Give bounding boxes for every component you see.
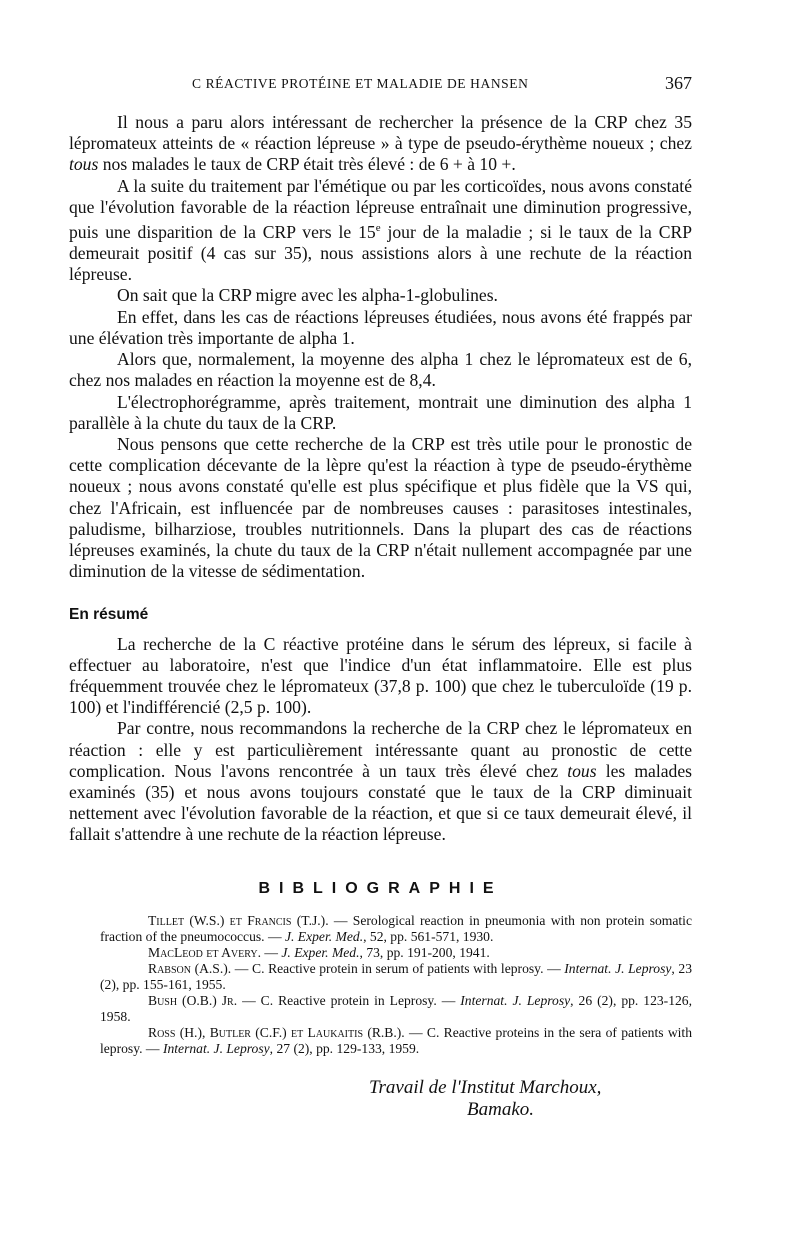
summary-heading: En résumé xyxy=(69,606,149,624)
reference-item: Bush (O.B.) Jr. — C. Reactive protein in Leprosy. — Internat. J. Leprosy, 26 (2), pp. 123-126, 1958. xyxy=(100,992,692,1024)
reference-item: Ross (H.), Butler (C.F.) et Laukaitis (R.B.). — C. Reactive proteins in the sera of patients with leprosy. — Internat. J. Leprosy, 27 (2), pp. 129-133, 1959. xyxy=(100,1024,692,1056)
paragraph-crp-presence: Il nous a paru alors intéressant de rechercher la présence de la CRP chez 35 lépromateux atteints de « réaction lépreuse » à type de pseudo-érythème noueux ; chez tous nos malades le taux de CRP était très élevé : de 6 + à 10 +. xyxy=(69,112,692,175)
reference-list xyxy=(69,913,692,1057)
paragraph-prognosis: Nous pensons que cette recherche de la CRP est très utile pour le pronostic de cette complication décevante de la lèpre qu'est la réaction à type de pseudo-érythème noueux ; nous avons constaté qu'elle est plus spécifique et plus fidèle que la VS qui, chez l'Africain, est influencée par de nombreuses causes : parasitoses intestinales, paludisme, bilharziose, troubles nutritionnels. Dans la plupart des cas de réactions lépreuses examinés, la chute du taux de la CRP n'était nullement accompagnée par une diminution de la vitesse de sédimentation. xyxy=(69,433,692,582)
signature-line-1: Travail de l'Institut Marchoux, xyxy=(369,1076,602,1098)
reference-item: Rabson (A.S.). — C. Reactive protein in serum of patients with leprosy. — Internat. J. Leprosy, 23 (2), pp. 155-161, 1955. xyxy=(100,960,693,992)
paragraph-treatment: A la suite du traitement par l'émétique ou par les corticoïdes, nous avons constaté que l'évolution favorable de la réaction lépreuse entraînait une diminution progressive, puis une disparition de la CRP vers le 15e jour de la maladie ; si le taux de la CRP demeurait positif (4 cas sur 35), nous assistions alors à une rechute de la réaction lépreuse. xyxy=(69,175,692,285)
article-body xyxy=(69,112,692,1121)
reference-item: MacLeod et Avery. — J. Exper. Med., 73, pp. 191-200, 1941. xyxy=(148,944,490,960)
paragraph-electrophoregram: L'électrophorégramme, après traitement, montrait une diminution des alpha 1 parallèle à la chute du taux de la CRP. xyxy=(69,391,692,433)
signature-line-2: Bamako. xyxy=(467,1098,535,1120)
summary-paragraph-2: Par contre, nous recommandons la recherche de la CRP chez le lépromateux en réaction : elle y est particulièrement intéressante quant au pronostic de cette complication. Nous l'avons rencontrée à un taux très élevé chez tous les malades examinés (35) et nous avons toujours constaté que le taux de la CRP diminuait nettement avec l'évolution favorable de la réaction, et que si ce taux demeurait élevé, il fallait s'attendre à une rechute de la réaction lépreuse. xyxy=(69,718,692,845)
paragraph-alpha-elevation: En effet, dans les cas de réactions lépreuses étudiées, nous avons été frappés par une élévation très importante de alpha 1. xyxy=(69,306,692,348)
paragraph-alpha-globulins: On sait que la CRP migre avec les alpha-1-globulines. xyxy=(117,285,498,306)
page-number: 367 xyxy=(665,73,692,93)
reference-item: Tillet (W.S.) et Francis (T.J.). — Serological reaction in pneumonia with non protein somatic fraction of the pneumococcus. — J. Exper. Med., 52, pp. 561-571, 1930. xyxy=(100,912,692,944)
running-title: C RÉACTIVE PROTÉINE ET MALADIE DE HANSEN xyxy=(192,76,529,91)
institution-signature xyxy=(369,1077,692,1121)
running-header xyxy=(110,73,692,96)
paragraph-alpha-mean: Alors que, normalement, la moyenne des alpha 1 chez le lépromateux est de 6, chez nos malades en réaction la moyenne est de 8,4. xyxy=(69,349,692,391)
bibliography-heading: BIBLIOGRAPHIE xyxy=(258,879,503,897)
summary-paragraph-1: La recherche de la C réactive protéine dans le sérum des lépreux, si facile à effectuer au laboratoire, n'est que l'indice d'un état inflammatoire. Elle est plus fréquemment trouvée chez le lépromateux (37,8 p. 100) que chez le tuberculoïde (19 p. 100) et l'indifférencié (2,5 p. 100). xyxy=(69,633,692,718)
